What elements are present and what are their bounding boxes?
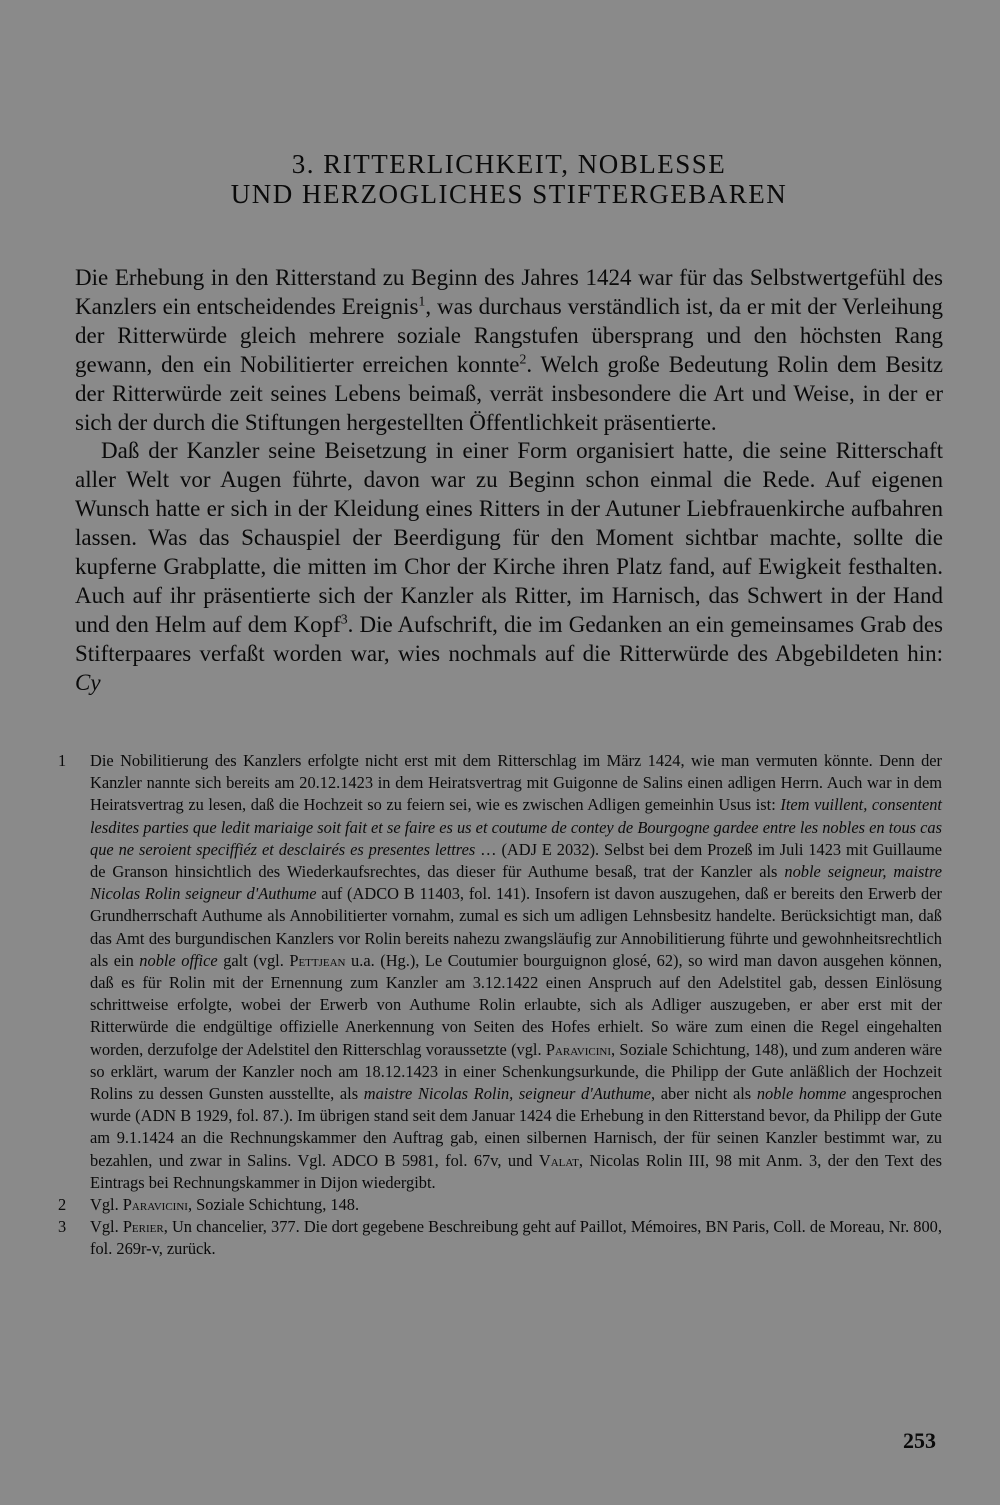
paragraph-2: Daß der Kanzler seine Beisetzung in einer Form organisiert hatte, die seine Ritterschaft aller Welt vor Augen führte, davon war zu Beginn schon einmal die Rede. Auf eigenen Wunsch hatte er sich in der Kleidung eines Ritters in der Autuner Liebfrauenkirche aufbahren lassen. Was das Schauspiel der Beerdigung für den Moment sichtbar machte, sollte die kupferne Grabplatte, die mitten im Chor der Kirche ihren Platz fand, auf Ewigkeit festhalten. Auch auf ihr präsentierte sich der Kanzler als Ritter, im Harnisch, das Schwert in der Hand und den Helm auf dem Kopf$^3$. Die Aufschrift, die im Gedanken an ein gemeinsames Grab des Stifterpaares verfaßt worden war, wies nochmals auf die Ritterwürde des Abgebildeten hin: Cy <box>75 438 943 695</box>
footnote-ref-2[interactable]: 2 <box>519 351 527 367</box>
footnote-2: 2 Vgl. Paravicini, Soziale Schichtung, 148. <box>58 1194 942 1216</box>
footnote-ref-3[interactable]: 3 <box>340 611 348 627</box>
main-text <box>75 264 943 698</box>
chapter-title-line-2: UND HERZOGLICHES STIFTERGEBAREN <box>230 179 788 209</box>
footnote-number: 1 <box>58 751 67 770</box>
page-number: 253 <box>903 1428 936 1453</box>
footnote-3: 3 Vgl. Perier, Un chancelier, 377. Die dort gegebene Beschreibung geht auf Paillot, Mémoires, BN Paris, Coll. de Moreau, Nr. 800, fol. 269r-v, zurück. <box>58 1217 942 1259</box>
paragraph-1: Die Erhebung in den Ritterstand zu Beginn des Jahres 1424 war für das Selbstwertgefühl des Kanzlers ein entscheidendes Ereignis$^1$, was durchaus verständlich ist, da er mit der Verleihung der Ritterwürde gleich mehrere soziale Rangstufen übersprang und den höchsten Rang gewann, den ein Nobilitierter erreichen konnte$^2$. Welch große Bedeutung Rolin dem Besitz der Ritterwürde zeit seines Lebens beimaß, verrät insbesondere die Art und Weise, in der er sich der durch die Stiftungen hergestellten Öffentlichkeit präsentierte. <box>75 265 943 435</box>
footnote-number: 3 <box>58 1217 67 1237</box>
footnote-number: 2 <box>58 1195 67 1215</box>
footnote-1: 1 Die Nobilitierung des Kanzlers erfolgte nicht erst mit dem Ritterschlag im März 1424, wie man vermuten könnte. Denn der Kanzler nannte sich bereits am 20.12.1423 in dem Heiratsvertrag mit Guigonne de Salins einen adligen Herrn. Auch war in dem Heiratsvertrag zu lesen, daß die Hochzeit so zu feiern sei, wie es zwischen Adligen gemeinhin Usus ist: Item vuillent, consentent lesdites parties que ledit mariaige soit fait et se faire es us et coutume de contey de Bourgogne gardee entre les nobles en tous cas que ne seroient speciffiéz et desclairés es presentes lettres … (ADJ E 2032). Selbst bei dem Prozeß im Juli 1423 mit Guillaume de Granson hinsichtlich des Wiederkaufsrechtes, das dieser für Authume besaß, trat der Kanzler als noble seigneur, maistre Nicolas Rolin seigneur d'Authume auf (ADCO B 11403, fol. 141). Insofern ist davon auszugehen, daß er bereits den Erwerb der Grundherrschaft Authume als Annobilitierter vornahm, zumal es sich um adligen Lehnsbesitz handelte. Berücksichtigt man, daß das Amt des burgundischen Kanzlers vor Rolin bereits nahezu zwangsläufig zur Annobilitierung führte und gewohnheitsrechtlich als ein noble office galt (vgl. Pettjean u.a. (Hg.), Le Coutumier bourguignon glosé, 62), so wird man davon ausgehen können, daß es für Rolin mit der Ernennung zum Kanzler am 3.12.1422 einen Anspruch auf den Adelstitel gab, dessen Einlösung schrittweise erfolgte, wobei der Erwerb von Authume Rolin erlaubte, sich als Adliger auszugeben, er aber erst mit der Ritterwürde die endgültige offizielle Anerkennung von Seiten des Hofes erhielt. So wäre zum einen die Regel eingehalten worden, derzufolge der Adelstitel den Ritterschlag voraussetzte (vgl. Paravicini, Soziale Schichtung, 148), und zum anderen wäre so erklärt, warum der Kanzler noch am 18.12.1423 in einer Schenkungsurkunde, die Philipp der Gute anläßlich der Hochzeit Rolins zu dessen Gunsten ausstellte, als maistre Nicolas Rolin, seigneur d'Authume, aber nicht als noble homme angesprochen wurde (ADN B 1929, fol. 87.). Im übrigen stand seit dem Januar 1424 die Erhebung in den Ritterstand bevor, da Philipp der Gute am 9.1.1424 an die Rechnungskammer den Auftrag gab, einen silbernen Harnisch, der für seinen Kanzler bestimmt war, zu bezahlen, und zwar in Salins. Vgl. ADCO B 5981, fol. 67v, und Valat, Nicolas Rolin III, 98 mit Anm. 3, der den Text des Eintrags bei Rechnungskammer in Dijon wiedergibt. <box>58 751 942 1192</box>
footnotes <box>58 750 942 1261</box>
chapter-title-line-1: 3. RITTERLICHKEIT, NOBLESSE <box>291 149 727 179</box>
footnote-ref-1[interactable]: 1 <box>418 293 426 309</box>
